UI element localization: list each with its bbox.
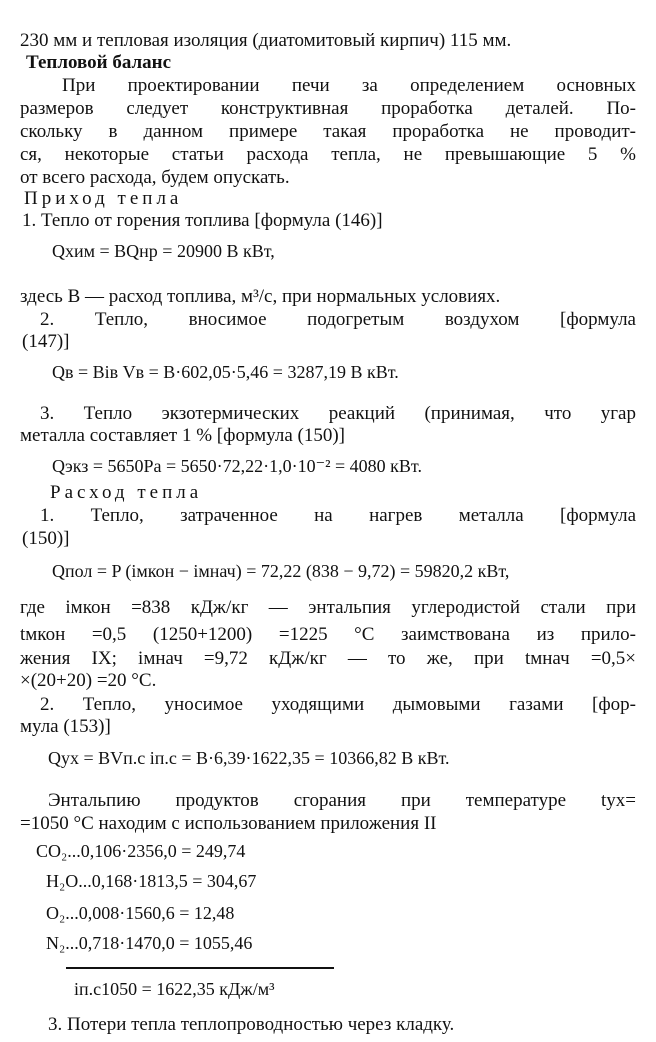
text-line-20: (150)] (22, 528, 70, 549)
enthalpy-h2o: H₂O...0,168·1813,5 = 304,67 (46, 871, 257, 891)
text-line-26: 2. Тепло, уносимое уходящими дымовыми газами [фор- (40, 694, 636, 715)
heading-heat-expense: Расход тепла (50, 482, 203, 503)
text-line-5: скольку в данном примере такая проработка не проводит- (20, 121, 636, 142)
formula-q-flue: Qух = BVп.с iп.с = B·6,39·1622,35 = 10366,82 B кВт. (48, 748, 450, 768)
text-line-36: 3. Потери тепла теплопроводностью через кладку. (48, 1014, 455, 1035)
formula-q-air: Qв = Biв Vв = B·602,05·5,46 = 3287,19 B кВт. (52, 362, 399, 382)
heading-heat-income: Приход тепла (24, 188, 183, 209)
text-line-6: ся, некоторые статьи расхода тепла, не превышающие 5 % (20, 144, 636, 165)
formula-q-metal: Qпол = P (iмкон − iмнач) = 72,22 (838 − 9,72) = 59820,2 кВт, (52, 561, 510, 581)
text-line-16: металла составляет 1 % [формула (150)] (20, 425, 345, 446)
enthalpy-n2: N₂...0,718·1470,0 = 1055,46 (46, 933, 253, 953)
text-line-15: 3. Тепло экзотермических реакций (принимая, что угар (40, 403, 636, 424)
text-line-3: При проектировании печи за определением основных (62, 75, 636, 96)
text-line-30: =1050 °C находим с использованием приложения II (20, 813, 437, 834)
text-line-29: Энтальпию продуктов сгорания при температуре tух= (48, 790, 636, 811)
text-line-9: 1. Тепло от горения топлива [формула (146)] (22, 210, 383, 231)
text-line-11: здесь B — расход топлива, м³/с, при нормальных условиях. (20, 286, 501, 307)
text-line-4: размеров следует конструктивная проработка деталей. По- (20, 98, 636, 119)
section-heading-heat-balance: Тепловой баланс (26, 52, 172, 73)
text-line-22: где iмкон =838 кДж/кг — энтальпия углеродистой стали при (20, 597, 636, 618)
enthalpy-o2: O₂...0,008·1560,6 = 12,48 (46, 903, 235, 923)
text-line-23: tмкон =0,5 (1250+1200) =1225 °C заимствована из прило- (20, 624, 636, 645)
text-line-19: 1. Тепло, затраченное на нагрев металла [формула (40, 505, 636, 526)
text-line-24: жения IX; iмнач =9,72 кДж/кг — то же, при tмнач =0,5× (20, 648, 636, 669)
formula-q-chem: Qхим = BQнр = 20900 B кВт, (52, 241, 275, 261)
text-line-27: мула (153)] (20, 716, 111, 737)
text-line-1: 230 мм и тепловая изоляция (диатомитовый кирпич) 115 мм. (20, 30, 512, 51)
text-line-12: 2. Тепло, вносимое подогретым воздухом [формула (40, 309, 636, 330)
enthalpy-sum: iп.с1050 = 1622,35 кДж/м³ (74, 979, 275, 999)
enthalpy-co2: CO₂...0,106·2356,0 = 249,74 (36, 841, 246, 861)
formula-q-exo: Qэкз = 5650Pa = 5650·72,22·1,0·10⁻² = 4080 кВт. (52, 456, 422, 476)
text-line-13: (147)] (22, 331, 70, 352)
text-line-7: от всего расхода, будем опускать. (20, 167, 290, 188)
text-line-25: ×(20+20) =20 °C. (20, 670, 157, 691)
sum-rule (66, 967, 334, 969)
